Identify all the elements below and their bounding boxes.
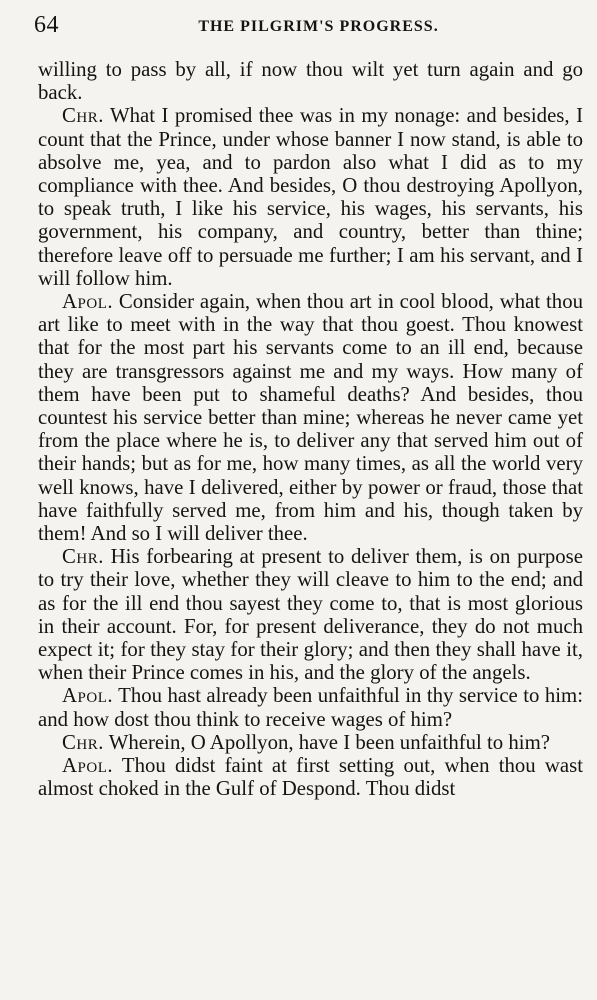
body-text <box>38 58 583 801</box>
page-number: 64 <box>34 12 59 38</box>
paragraph-text: Wherein, O Apollyon, have I been unfaithful to him? <box>103 730 550 754</box>
page-header <box>34 10 573 44</box>
paragraph-apollyon <box>38 290 583 545</box>
paragraph-continuation <box>38 58 583 104</box>
paragraph-text: His forbearing at present to deliver them, is on purpose to try their love, whether they will cleave to him to the end; and as for the ill end thou sayest they come to, that is most glorious in their account. For, for present deliverance, they do not much expect it; for they stay for their glory; and then they shall have it, when their Prince comes in his, and the glory of the angels. <box>38 545 583 685</box>
paragraph-apollyon <box>38 754 583 800</box>
paragraph-text: willing to pass by all, if now thou wilt yet turn again and go back. <box>38 58 583 105</box>
paragraph-christian <box>38 104 583 290</box>
paragraph-christian <box>38 731 583 754</box>
paragraph-text: Thou didst faint at first setting out, when thou wast almost choked in the Gulf of Despond. Thou didst <box>38 754 583 801</box>
paragraph-christian <box>38 545 583 684</box>
paragraph-apollyon <box>38 684 583 730</box>
paragraph-text: Consider again, when thou art in cool blood, what thou art like to meet with in the way that thou goest. Thou knowest that for the most part his servants come to an ill end, because they are transgressors against me and my ways. How many of them have been put to shameful deaths? And besides, thou countest his service better than mine; whereas he never came yet from the place where he is, to deliver any that served him out of their hands; but as for me, how many times, as all the world very well knows, have I delivered, either by power or fraud, those that have faithfully served me, from him and his, though taken by them! And so I will deliver thee. <box>38 290 583 546</box>
speaker-label: Chr. <box>62 730 104 754</box>
paragraph-text: Thou hast already been unfaithful in thy service to him: and how dost thou think to receive wages of him? <box>38 684 583 731</box>
speaker-label: Apol. <box>62 684 114 708</box>
paragraph-text: What I promised thee was in my nonage: and besides, I count that the Prince, under whose banner I now stand, is able to absolve me, yea, and to pardon also what I did as to my compliance with thee. And besides, O thou destroying Apollyon, to speak truth, I like his service, his wages, his servants, his government, his company, and country, better than thine; therefore leave off to persuade me further; I am his servant, and I will follow him. <box>38 104 583 290</box>
speaker-label: Chr. <box>62 104 104 128</box>
speaker-label: Chr. <box>62 545 104 569</box>
speaker-label: Apol. <box>62 754 114 778</box>
speaker-label: Apol. <box>62 290 114 314</box>
running-title: THE PILGRIM'S PROGRESS. <box>198 18 439 35</box>
